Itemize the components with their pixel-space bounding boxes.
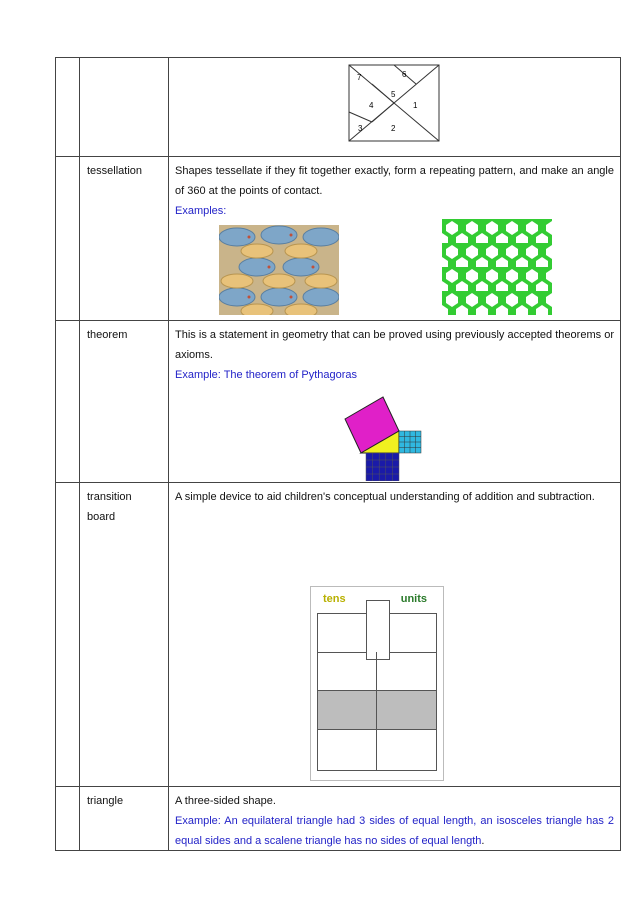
table-row	[55, 57, 621, 157]
tangram-label: 6	[402, 70, 407, 79]
example-label: Examples:	[175, 205, 227, 217]
term-cell	[79, 321, 169, 482]
index-cell	[56, 58, 80, 156]
definition-text: A three-sided shape.	[175, 795, 276, 807]
term-cell	[79, 157, 169, 320]
definition-cell	[169, 58, 620, 156]
index-cell	[56, 787, 80, 850]
transition-board	[310, 586, 444, 781]
escher-fish-tessellation	[219, 225, 339, 315]
definition-text: Shapes tessellate if they fit together exactly, form a repeating pattern, and make an angle of 360 at the points of contact.	[175, 165, 614, 197]
tangram-label: 2	[391, 124, 396, 133]
tens-label: tens	[323, 593, 346, 605]
definition-text: A simple device to aid children's conceptual understanding of addition and subtraction.	[175, 491, 595, 503]
definition-cell	[169, 787, 620, 850]
definition-text: This is a statement in geometry that can be proved using previously accepted theorems or axioms.	[175, 329, 614, 361]
index-cell	[56, 157, 80, 320]
tangram-label: 3	[358, 124, 363, 133]
definition-cell	[169, 157, 620, 320]
tangram-label: 1	[413, 101, 418, 110]
index-cell	[56, 483, 80, 786]
term-cell	[79, 58, 169, 156]
tangram-label: 5	[391, 90, 396, 99]
example-label: Example: The theorem of Pythagoras	[175, 369, 358, 381]
tangram-label: 4	[369, 101, 374, 110]
pythagoras-diagram	[341, 393, 433, 481]
term-text: tessellation	[87, 165, 143, 177]
term-cell	[79, 483, 169, 786]
hexagon-star-tessellation	[442, 219, 552, 315]
definition-cell	[169, 483, 620, 786]
board-grid	[317, 613, 437, 771]
term-cell	[79, 787, 169, 850]
tangram-label: 7	[357, 73, 362, 82]
table-row	[55, 321, 621, 483]
example-text	[175, 811, 614, 851]
term-text: transition board	[87, 491, 132, 523]
term-text: triangle	[87, 795, 124, 807]
units-label: units	[400, 593, 427, 605]
example-body: Example: An equilateral triangle had 3 sides of equal length, an isosceles triangle has 2 equal sides and a scalene triangle has no sides of equal length	[175, 815, 614, 847]
table-row	[55, 483, 621, 787]
term-text: theorem	[87, 329, 128, 341]
definition-cell	[169, 321, 620, 482]
table-row	[55, 787, 621, 851]
index-cell	[56, 321, 80, 482]
table-row	[55, 157, 621, 321]
tangram-diagram	[348, 64, 440, 142]
example-period: .	[481, 835, 485, 847]
